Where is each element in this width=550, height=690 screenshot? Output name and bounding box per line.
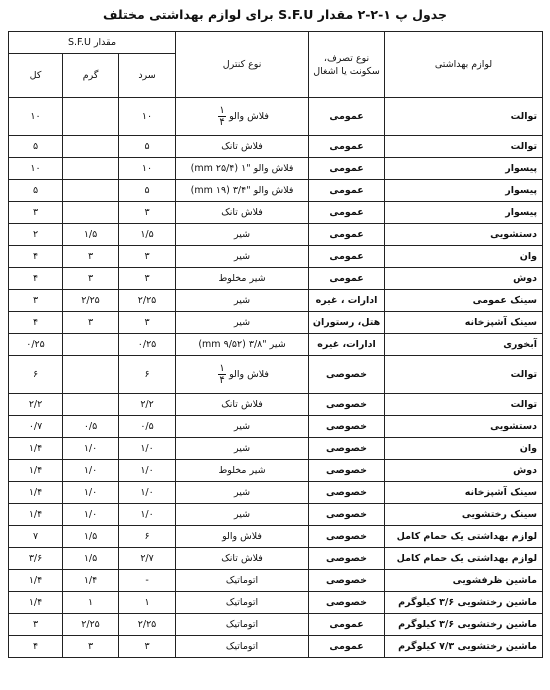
cell-fixture: لوازم بهداشتی یک حمام کامل	[385, 548, 543, 570]
header-hot: گرم	[63, 54, 119, 98]
cell-total: ۵	[9, 180, 63, 202]
cell-cold: ۶	[119, 356, 176, 394]
cell-total: ۴	[9, 636, 63, 658]
cell-hot	[63, 356, 119, 394]
header-control: نوع کنترل	[176, 32, 309, 98]
cell-control: شیر	[176, 416, 309, 438]
cell-cold: ۳	[119, 202, 176, 224]
cell-hot: ۲/۲۵	[63, 290, 119, 312]
cell-usage: عمومی	[309, 614, 385, 636]
table-row	[9, 592, 543, 614]
cell-usage: عمومی	[309, 224, 385, 246]
cell-usage: عمومی	[309, 180, 385, 202]
table-row	[9, 98, 543, 136]
cell-fixture: وان	[385, 438, 543, 460]
cell-hot	[63, 334, 119, 356]
header-fixture: لوازم بهداشتی	[385, 32, 543, 98]
cell-fixture: توالت	[385, 98, 543, 136]
cell-hot: ۱/۰	[63, 460, 119, 482]
table-title: جدول پ ۱-۲-۲ مقدار S.F.U برای لوازم بهداشتی مختلف	[102, 7, 448, 22]
cell-total: ۱/۴	[9, 504, 63, 526]
cell-usage: عمومی	[309, 136, 385, 158]
cell-usage: عمومی	[309, 202, 385, 224]
cell-hot	[63, 98, 119, 136]
cell-control: فلاش تانک	[176, 394, 309, 416]
cell-control-label: فلاش والو	[229, 111, 269, 122]
cell-total: ۰/۲۵	[9, 334, 63, 356]
cell-control: فلاش والو	[176, 526, 309, 548]
cell-cold: ۱/۵	[119, 224, 176, 246]
cell-usage: خصوصی	[309, 416, 385, 438]
cell-cold: -	[119, 570, 176, 592]
cell-cold: ۶	[119, 526, 176, 548]
cell-cold: ۱	[119, 592, 176, 614]
fraction-denominator: ۴	[219, 117, 225, 128]
fraction-numerator: ۱	[219, 105, 225, 116]
cell-usage: عمومی	[309, 268, 385, 290]
cell-hot	[63, 394, 119, 416]
table-row	[9, 394, 543, 416]
cell-hot: ۲/۲۵	[63, 614, 119, 636]
table-row	[9, 526, 543, 548]
table-row	[9, 180, 543, 202]
cell-control: اتوماتیک	[176, 614, 309, 636]
cell-hot	[63, 202, 119, 224]
cell-cold: ۲/۷	[119, 548, 176, 570]
table-row	[9, 548, 543, 570]
cell-fixture: دستشویی	[385, 224, 543, 246]
cell-total: ۵	[9, 136, 63, 158]
cell-control: فلاش تانک	[176, 202, 309, 224]
cell-hot: ۳	[63, 246, 119, 268]
table-row	[9, 570, 543, 592]
cell-usage: ادارات ، غیره	[309, 290, 385, 312]
cell-fixture: سینک رختشویی	[385, 504, 543, 526]
cell-total: ۱۰	[9, 98, 63, 136]
cell-usage: خصوصی	[309, 460, 385, 482]
cell-hot: ۳	[63, 312, 119, 334]
table-row	[9, 504, 543, 526]
cell-usage: خصوصی	[309, 356, 385, 394]
cell-cold: ۳	[119, 246, 176, 268]
cell-cold: ۵	[119, 180, 176, 202]
table-row	[9, 460, 543, 482]
cell-fixture: آبخوری	[385, 334, 543, 356]
cell-hot: ۱/۰	[63, 438, 119, 460]
cell-cold: ۵	[119, 136, 176, 158]
table-row	[9, 614, 543, 636]
table-row	[9, 158, 543, 180]
cell-fixture: سینک عمومی	[385, 290, 543, 312]
cell-fixture: ماشین رختشویی ۳/۶ کیلوگرم	[385, 592, 543, 614]
cell-total: ۳/۶	[9, 548, 63, 570]
table-row	[9, 136, 543, 158]
cell-control: اتوماتیک	[176, 636, 309, 658]
cell-fixture: توالت	[385, 136, 543, 158]
cell-total: ۶	[9, 356, 63, 394]
cell-cold: ۳	[119, 636, 176, 658]
cell-cold: ۱/۰	[119, 504, 176, 526]
cell-control	[176, 98, 309, 136]
cell-fixture: دوش	[385, 268, 543, 290]
cell-fixture: پیسوار	[385, 202, 543, 224]
fraction-denominator: ۴	[219, 375, 225, 386]
table-row	[9, 636, 543, 658]
cell-fixture: ماشین رختشویی ۳/۶ کیلوگرم	[385, 614, 543, 636]
cell-total: ۲/۲	[9, 394, 63, 416]
cell-hot: ۳	[63, 268, 119, 290]
cell-usage: عمومی	[309, 158, 385, 180]
cell-total: ۰/۷	[9, 416, 63, 438]
cell-total: ۷	[9, 526, 63, 548]
cell-control: شیر	[176, 504, 309, 526]
header-total: کل	[9, 54, 63, 98]
table-row	[9, 224, 543, 246]
cell-control: شیر	[176, 290, 309, 312]
cell-cold: ۱/۰	[119, 482, 176, 504]
cell-fixture: توالت	[385, 356, 543, 394]
cell-total: ۲	[9, 224, 63, 246]
cell-hot	[63, 136, 119, 158]
cell-cold: ۳	[119, 312, 176, 334]
cell-hot	[63, 180, 119, 202]
cell-usage: عمومی	[309, 246, 385, 268]
cell-usage: هتل، رستوران	[309, 312, 385, 334]
cell-control: اتوماتیک	[176, 592, 309, 614]
cell-usage: خصوصی	[309, 570, 385, 592]
cell-fixture: توالت	[385, 394, 543, 416]
cell-usage: خصوصی	[309, 504, 385, 526]
table-row	[9, 482, 543, 504]
cell-cold: ۲/۲۵	[119, 290, 176, 312]
fraction-numerator: ۱	[219, 363, 225, 374]
cell-fixture: پیسوار	[385, 180, 543, 202]
cell-fixture: وان	[385, 246, 543, 268]
cell-total: ۳	[9, 202, 63, 224]
cell-total: ۱/۴	[9, 482, 63, 504]
cell-total: ۱/۴	[9, 592, 63, 614]
cell-fixture: دستشویی	[385, 416, 543, 438]
cell-control: شیر مخلوط	[176, 268, 309, 290]
cell-total: ۱/۴	[9, 438, 63, 460]
cell-control: شیر	[176, 224, 309, 246]
cell-fixture: سینک آشپزخانه	[385, 482, 543, 504]
cell-cold: ۳	[119, 268, 176, 290]
header-sfu: مقدار S.F.U	[9, 32, 176, 54]
table-row	[9, 290, 543, 312]
cell-hot: ۱/۵	[63, 224, 119, 246]
cell-usage: خصوصی	[309, 438, 385, 460]
table-row	[9, 356, 543, 394]
cell-usage: خصوصی	[309, 526, 385, 548]
cell-hot: ۰/۵	[63, 416, 119, 438]
cell-total: ۱/۴	[9, 460, 63, 482]
cell-hot	[63, 158, 119, 180]
cell-fixture: دوش	[385, 460, 543, 482]
cell-hot: ۱/۵	[63, 526, 119, 548]
cell-fixture: پیسوار	[385, 158, 543, 180]
cell-usage: خصوصی	[309, 394, 385, 416]
cell-cold: ۰/۲۵	[119, 334, 176, 356]
cell-control: شیر "۳/۸ (۹/۵۲ mm)	[176, 334, 309, 356]
cell-fixture: سینک آشپزخانه	[385, 312, 543, 334]
table-row	[9, 416, 543, 438]
cell-control: شیر	[176, 246, 309, 268]
cell-total: ۴	[9, 312, 63, 334]
cell-usage: خصوصی	[309, 548, 385, 570]
header-usage: نوع تصرف، سکونت یا اشغال	[309, 32, 385, 98]
cell-total: ۴	[9, 268, 63, 290]
cell-cold: ۱۰	[119, 158, 176, 180]
cell-hot: ۱/۰	[63, 482, 119, 504]
cell-hot: ۱/۴	[63, 570, 119, 592]
cell-control: شیر	[176, 438, 309, 460]
cell-hot: ۱	[63, 592, 119, 614]
cell-fixture: ماشین ظرفشویی	[385, 570, 543, 592]
table-body	[9, 98, 543, 658]
table-row	[9, 334, 543, 356]
cell-usage: عمومی	[309, 98, 385, 136]
cell-usage: عمومی	[309, 636, 385, 658]
cell-control	[176, 356, 309, 394]
cell-cold: ۰/۵	[119, 416, 176, 438]
cell-control: شیر	[176, 312, 309, 334]
sfu-table	[8, 31, 543, 658]
cell-total: ۳	[9, 614, 63, 636]
cell-control: اتوماتیک	[176, 570, 309, 592]
cell-total: ۴	[9, 246, 63, 268]
fraction	[218, 105, 226, 128]
table-row	[9, 202, 543, 224]
cell-hot: ۱/۵	[63, 548, 119, 570]
fraction	[218, 363, 226, 386]
table-row	[9, 268, 543, 290]
cell-cold: ۲/۲	[119, 394, 176, 416]
cell-usage: خصوصی	[309, 592, 385, 614]
cell-control: فلاش والو "۳/۴ (۱۹ mm)	[176, 180, 309, 202]
cell-cold: ۱/۰	[119, 460, 176, 482]
cell-fixture: لوازم بهداشتی یک حمام کامل	[385, 526, 543, 548]
cell-control: فلاش تانک	[176, 548, 309, 570]
cell-control: شیر	[176, 482, 309, 504]
table-row	[9, 438, 543, 460]
table-row	[9, 312, 543, 334]
cell-total: ۳	[9, 290, 63, 312]
cell-usage: ادارات، غیره	[309, 334, 385, 356]
table-row	[9, 246, 543, 268]
cell-cold: ۱۰	[119, 98, 176, 136]
cell-cold: ۱/۰	[119, 438, 176, 460]
header-cold: سرد	[119, 54, 176, 98]
cell-control: شیر مخلوط	[176, 460, 309, 482]
cell-hot: ۱/۰	[63, 504, 119, 526]
cell-total: ۱۰	[9, 158, 63, 180]
cell-total: ۱/۴	[9, 570, 63, 592]
cell-control: فلاش تانک	[176, 136, 309, 158]
cell-cold: ۲/۲۵	[119, 614, 176, 636]
cell-fixture: ماشین رختشویی ۷/۳ کیلوگرم	[385, 636, 543, 658]
cell-usage: خصوصی	[309, 482, 385, 504]
cell-control-label: فلاش والو	[229, 369, 269, 380]
cell-control: فلاش والو "۱ (۲۵/۴ mm)	[176, 158, 309, 180]
cell-hot: ۳	[63, 636, 119, 658]
